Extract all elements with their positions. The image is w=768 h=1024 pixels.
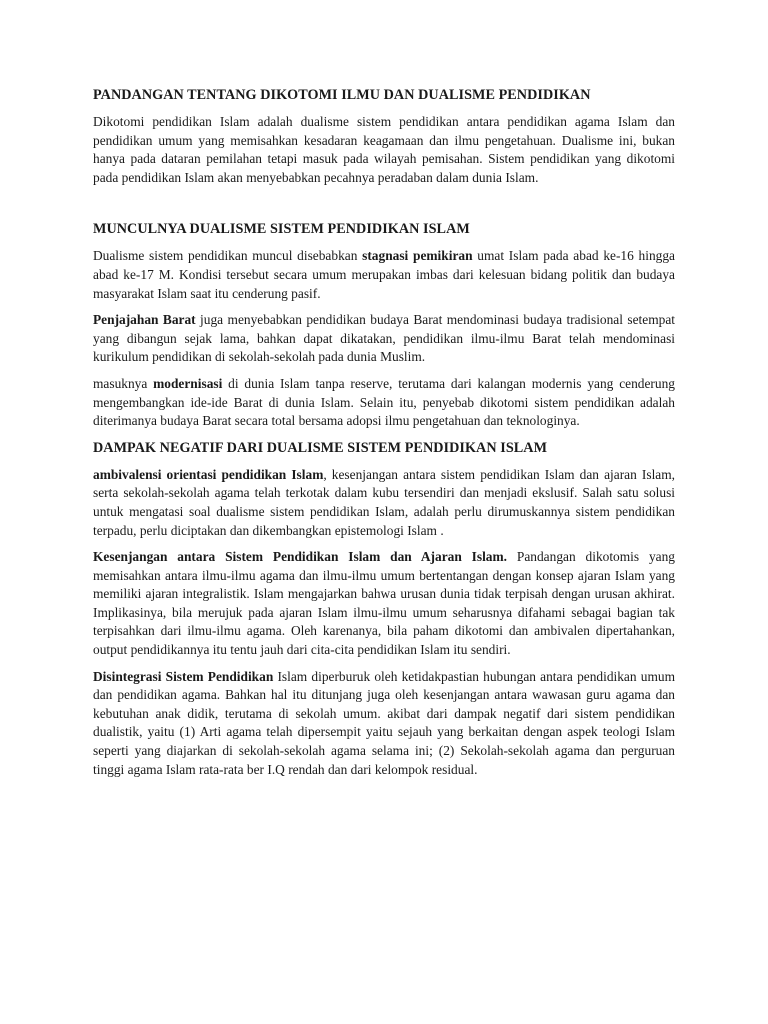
paragraph <box>93 311 675 367</box>
bold-term: Kesenjangan antara Sistem Pendidikan Islam dan Ajaran Islam. <box>93 549 508 565</box>
section-heading: DAMPAK NEGATIF DARI DUALISME SISTEM PENDIDIKAN ISLAM <box>93 439 548 456</box>
section-munculnya-dualisme <box>93 220 675 430</box>
paragraph-text: Dualisme sistem pendidikan muncul disebabkan <box>93 248 363 264</box>
bold-term: Penjajahan Barat <box>93 312 196 328</box>
paragraph-text: Pandangan dikotomis yang memisahkan antara ilmu-ilmu agama dan ilmu-ilmu umum bertentangan dengan konsep ajaran Islam yang memiliki ajaran integralistik. Islam mengajarkan bahwa urusan dunia tidak terpisah dengan urusan akhirat. Implikasinya, bila merujuk pada ajaran Islam ilmu-ilmu umum seharusnya difahami sebagai bagian tak terpisahkan dari ilmu-ilmu agama. Oleh karenanya, bila paham dikotomi dan ambivalen dipertahankan, output pendidikannya itu tentu jauh dari cita-cita pendidikan Islam itu sendiri. <box>93 549 676 658</box>
bold-term: Disintegrasi Sistem Pendidikan <box>93 668 274 684</box>
section-dikotomi <box>93 86 675 187</box>
paragraph <box>93 548 675 660</box>
paragraph <box>93 113 675 187</box>
paragraph-text: , kesenjangan antara sistem pendidikan Islam dan ajaran Islam, serta sekolah-sekolah agama telah terkotak dalam kubu tersendiri dan menjadi ekslusif. Salah satu solusi untuk mengatasi soal dualisme sistem pendidikan Islam, adalah perlu dirumuskannya sistem pendidikan terpadu, perlu diciptakan dan dikembangkan epistemologi Islam . <box>93 466 675 538</box>
section-heading: PANDANGAN TENTANG DIKOTOMI ILMU DAN DUALISME PENDIDIKAN <box>93 87 591 103</box>
paragraph-text: Islam diperburuk oleh ketidakpastian hubungan antara pendidikan umum dan pendidikan agama. Bahkan hal itu ditunjang juga oleh kesenjangan antara wawasan guru agama dan kebutuhan anak didik, terutama di sekolah umum. akibat dari dampak negatif dari sistem pendidikan dualistik, yaitu (1) Arti agama telah dipersempit yaitu sejauh yang berkaitan dengan aspek teologi Islam seperti yang diajarkan di sekolah-sekolah agama selama ini; (2) Sekolah-sekolah agama dan perguruan tinggi agama Islam rata-rata ber I.Q rendah dan dari kelompok residual. <box>93 668 675 777</box>
section-heading: MUNCULNYA DUALISME SISTEM PENDIDIKAN ISLAM <box>93 221 470 238</box>
bold-term: ambivalensi orientasi pendidikan Islam <box>93 466 324 482</box>
paragraph-text: di dunia Islam tanpa reserve, terutama dari kalangan modernis yang cenderung mengembangkan ide-ide Barat di dunia Islam. Selain itu, penyebab dikotomi sistem pendidikan adalah diterimanya budaya Barat secara total bersama adopsi ilmu pengetahuan dan teknologinya. <box>93 375 675 429</box>
paragraph <box>93 247 675 303</box>
paragraph-text: masuknya <box>93 375 154 391</box>
paragraph <box>93 668 675 780</box>
section-dampak-negatif <box>93 439 675 780</box>
bold-term: modernisasi <box>153 375 223 391</box>
paragraph-text: Dikotomi pendidikan Islam adalah dualisme sistem pendidikan antara pendidikan agama Islam dan pendidikan umum yang memisahkan kesadaran keagamaan dan ilmu pengetahuan. Dualisme ini, bukan hanya pada dataran pemilahan tetapi masuk pada wilayah pemisahan. Sistem pendidikan yang dikotomi pada pendidikan Islam akan menyebabkan pecahnya peradaban dalam dunia Islam. <box>93 114 675 185</box>
paragraph <box>93 466 675 540</box>
paragraph-text: juga menyebabkan pendidikan budaya Barat mendominasi budaya tradisional setempat yang dibangun sejak lama, bahkan dapat dikatakan, pendidikan ilmu-ilmu Barat telah mendominasi kurikulum pendidikan di sekolah-sekolah pada dunia Muslim. <box>93 312 675 365</box>
paragraph-text: umat Islam pada abad ke-16 hingga abad ke-17 M. Kondisi tersebut secara umum merupakan imbas dari kelesuan bidang politik dan budaya masyarakat Islam saat itu cenderung pasif. <box>93 248 675 301</box>
paragraph <box>93 375 675 431</box>
document-page <box>93 86 675 787</box>
bold-term: stagnasi pemikiran <box>362 248 473 264</box>
